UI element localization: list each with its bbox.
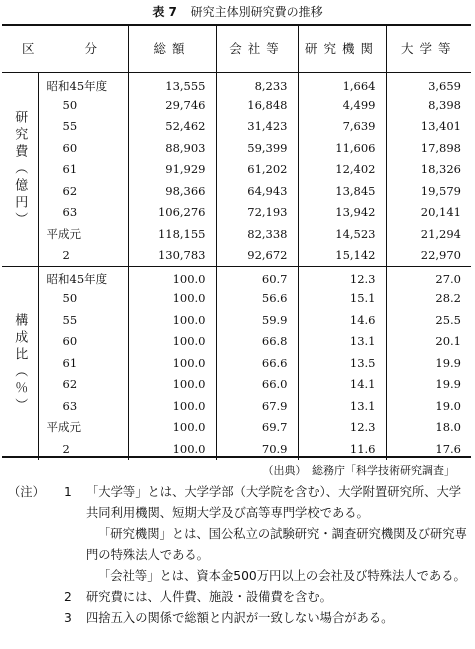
- table-title: [0, 3, 475, 20]
- table-cell: 14.1: [298, 374, 386, 396]
- row-year: 2: [62, 248, 70, 262]
- note-1-text-a: 「大学等」とは、大学学部（大学院を含む）、大学附置研究所、大学共同利用機関、短期大学及び高等専門学校である。: [86, 485, 462, 520]
- table-cell: 27.0: [386, 266, 471, 288]
- header-universities: 大学等: [386, 24, 471, 73]
- table-cell: 20,141: [386, 202, 471, 224]
- group1-label-text: 研究費（億円）: [12, 110, 28, 230]
- table-row: [2, 116, 471, 138]
- table-cell: 52,462: [128, 116, 216, 138]
- note-1-text-b: 「研究機関」とは、国公私立の試験研究・調査研究機関及び研究専門の特殊法人である。: [86, 527, 467, 562]
- table-cell: 91,929: [128, 159, 216, 181]
- group2-label-text: 構成比（％）: [12, 312, 28, 415]
- note-1: [8, 482, 468, 587]
- table-cell: 15,142: [298, 245, 386, 267]
- table-cell: 16,848: [216, 94, 298, 116]
- row-year: 55: [62, 312, 78, 327]
- table-number: 表 7: [152, 5, 177, 19]
- table-cell: 13,555: [128, 73, 216, 95]
- table-cell: 3,659: [386, 73, 471, 95]
- row-year: 平成元: [46, 420, 81, 435]
- note-1-number: 1: [64, 485, 72, 499]
- table-cell: 69.7: [216, 417, 298, 439]
- table-cell: 31,423: [216, 116, 298, 138]
- table-cell: 14.6: [298, 309, 386, 331]
- table-cell: 13.5: [298, 352, 386, 374]
- table-row: [2, 137, 471, 159]
- row-year: 昭和45年度: [38, 266, 128, 288]
- table-cell: 19.9: [386, 374, 471, 396]
- table-cell: 12.3: [298, 417, 386, 439]
- header-research-institutes: 研究機関: [298, 24, 386, 73]
- note-3: [8, 608, 468, 629]
- table-row: [2, 245, 471, 267]
- table-cell: 22,970: [386, 245, 471, 267]
- row-year: 2: [62, 441, 70, 456]
- note-2-number: 2: [64, 590, 72, 604]
- row-year: 62: [62, 183, 78, 198]
- table-cell: 61,202: [216, 159, 298, 181]
- table-cell: 70.9: [216, 438, 298, 460]
- table-cell: 15.1: [298, 288, 386, 310]
- row-year: 昭和45年度: [46, 78, 108, 93]
- table-cell: 14,523: [298, 223, 386, 245]
- row-year: 63: [62, 205, 78, 220]
- table-cell: 8,398: [386, 94, 471, 116]
- table-row: [2, 331, 471, 353]
- table-cell: 29,746: [128, 94, 216, 116]
- group1-label: [2, 73, 38, 267]
- table-cell: 12,402: [298, 159, 386, 181]
- table-cell: 13.1: [298, 331, 386, 353]
- table-cell: 13.1: [298, 395, 386, 417]
- table-cell: 11.6: [298, 438, 386, 460]
- table-row: [2, 438, 471, 460]
- table-cell: 21,294: [386, 223, 471, 245]
- notes-label: （注）: [8, 485, 45, 499]
- table-cell: 106,276: [128, 202, 216, 224]
- table-row: [2, 159, 471, 181]
- table-cell: 13,401: [386, 116, 471, 138]
- table-row: [2, 417, 471, 439]
- table-cell: 67.9: [216, 395, 298, 417]
- table-row: [2, 223, 471, 245]
- table-row: [2, 288, 471, 310]
- table-cell: 118,155: [128, 223, 216, 245]
- note-2-text: 研究費には、人件費、施設・設備費を含む。: [86, 590, 332, 604]
- table-cell: 7,639: [298, 116, 386, 138]
- table-cell: 19,579: [386, 180, 471, 202]
- header-companies: 会社等: [216, 24, 298, 73]
- header-total: 総額: [128, 24, 216, 73]
- note-1-text-c: 「会社等」とは、資本金500万円以上の会社及び特殊法人である。: [98, 569, 466, 583]
- table-cell: 130,783: [128, 245, 216, 267]
- row-year: 50: [62, 97, 78, 112]
- table-cell: 18.0: [386, 417, 471, 439]
- row-year: 55: [62, 119, 78, 134]
- table-row: [2, 266, 471, 288]
- table-cell: 66.6: [216, 352, 298, 374]
- table-cell: 56.6: [216, 288, 298, 310]
- table-cell: 100.0: [128, 331, 216, 353]
- table-cell: 8,233: [216, 73, 298, 95]
- table-cell: 92,672: [216, 245, 298, 267]
- row-year: 平成元: [46, 226, 81, 241]
- table-cell: 20.1: [386, 331, 471, 353]
- table-cell: 64,943: [216, 180, 298, 202]
- table-cell: 100.0: [128, 438, 216, 460]
- table-row: [2, 395, 471, 417]
- table-cell: 4,499: [298, 94, 386, 116]
- table-cell: 11,606: [298, 137, 386, 159]
- table-cell: 13,942: [298, 202, 386, 224]
- row-year: 61: [62, 162, 78, 177]
- table-cell: 98,366: [128, 180, 216, 202]
- table-cell: 100.0: [128, 374, 216, 396]
- table-cell: 66.0: [216, 374, 298, 396]
- row-year: 63: [62, 398, 78, 413]
- notes: [8, 482, 468, 629]
- table-cell: 17.6: [386, 438, 471, 460]
- table-cell: 100.0: [128, 352, 216, 374]
- table-cell: 82,338: [216, 223, 298, 245]
- table-title-text: 研究主体別研究費の推移: [190, 5, 323, 19]
- table-cell: 100.0: [128, 266, 216, 288]
- table-cell: 59.9: [216, 309, 298, 331]
- table-cell: 19.9: [386, 352, 471, 374]
- header-kubun-b: 分: [84, 41, 98, 56]
- table-cell: 60.7: [216, 266, 298, 288]
- note-2: [8, 587, 468, 608]
- table-row: [2, 73, 471, 95]
- source-note: （出典） 総務庁「科学技術研究調査」: [262, 464, 455, 477]
- table-cell: 100.0: [128, 417, 216, 439]
- table-row: [2, 352, 471, 374]
- table-row: [2, 374, 471, 396]
- table-cell: 17,898: [386, 137, 471, 159]
- table-cell: 13,845: [298, 180, 386, 202]
- table-row: [2, 94, 471, 116]
- header-kubun: [2, 24, 128, 73]
- table-cell: 25.5: [386, 309, 471, 331]
- table-row: [2, 309, 471, 331]
- row-year: 50: [62, 291, 78, 306]
- table-cell: 66.8: [216, 331, 298, 353]
- table-cell: 19.0: [386, 395, 471, 417]
- note-3-text: 四捨五入の関係で総額と内訳が一致しない場合がある。: [86, 611, 394, 625]
- row-year: 61: [62, 355, 78, 370]
- table-cell: 1,664: [298, 73, 386, 95]
- table-cell: 72,193: [216, 202, 298, 224]
- table-cell: 28.2: [386, 288, 471, 310]
- table-cell: 12.3: [298, 266, 386, 288]
- row-year: 62: [62, 377, 78, 392]
- table-cell: 100.0: [128, 288, 216, 310]
- table-row: [2, 202, 471, 224]
- table-row: [2, 180, 471, 202]
- table-cell: 88,903: [128, 137, 216, 159]
- table-cell: 18,326: [386, 159, 471, 181]
- table-cell: 100.0: [128, 309, 216, 331]
- row-year: 60: [62, 140, 78, 155]
- group2-label: [2, 266, 38, 460]
- header-kubun-a: 区: [22, 41, 35, 56]
- note-3-number: 3: [64, 611, 72, 625]
- row-year: 60: [62, 334, 78, 349]
- table-cell: 59,399: [216, 137, 298, 159]
- header-row: [2, 24, 471, 73]
- research-expenditure-table: [2, 24, 471, 460]
- table-cell: 100.0: [128, 395, 216, 417]
